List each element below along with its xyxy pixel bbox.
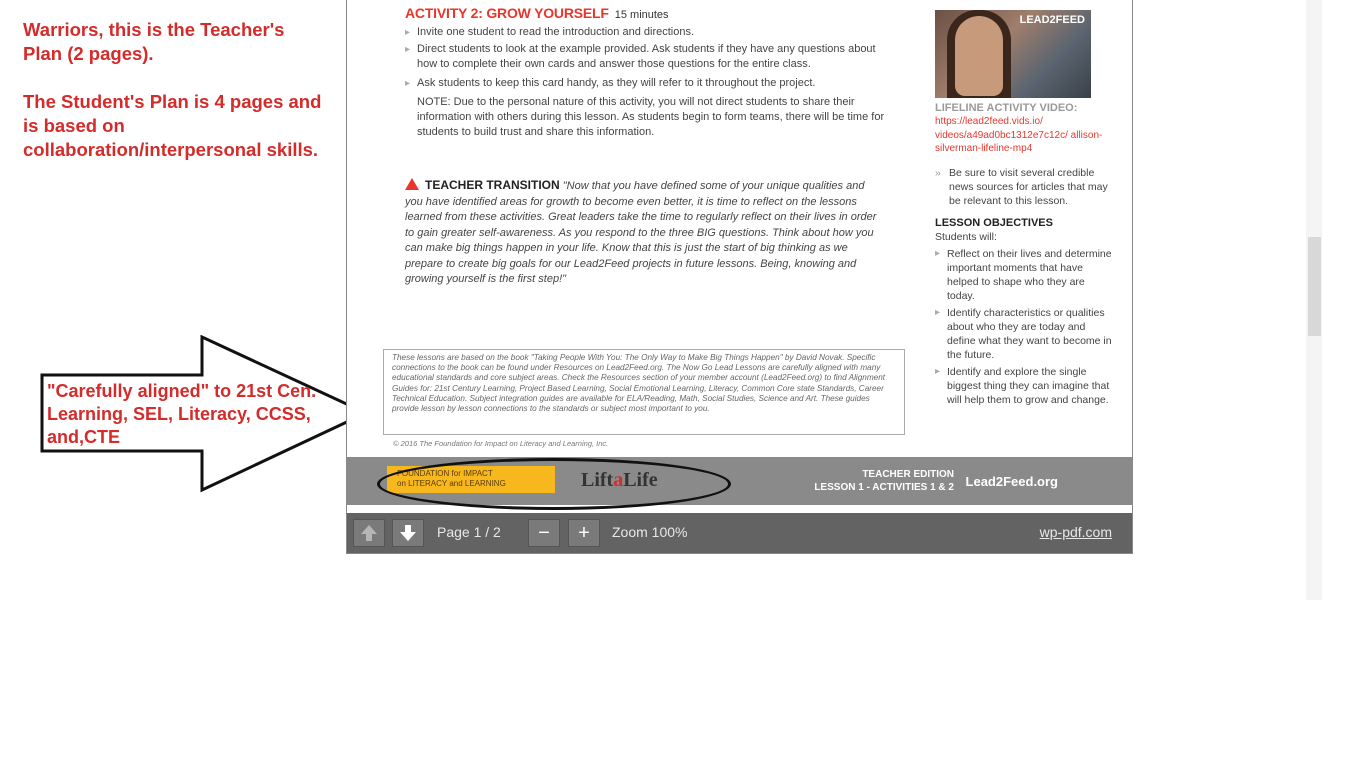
annotation-line-2: The Student's Plan is 4 pages and is based on collaboration/interpersonal skills. xyxy=(23,91,322,160)
warning-icon xyxy=(405,178,419,190)
lift-logo-part: Life xyxy=(623,469,658,491)
activity-bullet: ▸ Direct students to look at the example provided. Ask students if they have any questions about how to complete their own cards and answer those questions for the entire class. xyxy=(405,42,895,72)
activity-duration: 15 minutes xyxy=(614,9,669,21)
zoom-indicator: Zoom 100% xyxy=(612,524,688,540)
zoom-out-button[interactable]: − xyxy=(528,519,560,547)
prev-page-button[interactable] xyxy=(353,519,385,547)
page-indicator: Page 1 / 2 xyxy=(437,524,501,540)
transition-body: "Now that you have defined some of your unique qualities and you have identified areas for growth to become even better, it is time to reflect on the lessons learned from these activities. Great leaders take the time to regularly reflect on their lives in order to gain greater self-awareness. As you respond to the three BIG questions. Think about how you can make big things happen in your life. Know that this is just the start of big thinking as we prepare to create big goals for our Lead2Feed projects in future lessons. Being, knowing and growing yourself is the first step!" xyxy=(405,180,877,285)
pdf-page xyxy=(347,0,1132,515)
objectives-intro: Students will: xyxy=(935,230,997,243)
alignment-box: These lessons are based on the book "Taking People With You: The Only Way to Make Big Things Happen" by David Novak. Specific connections to the book can be found under Resources on Lead2Feed.org. The Now Go Lead Lessons are carefully aligned with many educational standards and core subject areas. Check the Resources section of your member account (Lead2Feed.org) to find Alignment Guides for: 21st Century Learning, Project Based Learning, Social Emotional Learning, Literacy, Common Core state Standards, Career Technical Education. Subject integration guides are available for ELA/Reading, Math, Social Studies, Science and Art. These guides provide lesson by lesson connections to the standards or subject most important to you. xyxy=(383,349,905,435)
objective-item: ▸ Identify characteristics or qualities about who they are today and define what they want to become in the future. xyxy=(935,306,1115,362)
footer-site: Lead2Feed.org xyxy=(965,474,1058,489)
activity-bullet: ▸ Invite one student to read the introduction and directions. xyxy=(405,25,895,40)
next-page-button[interactable] xyxy=(392,519,424,547)
activity-title: ACTIVITY 2: GROW YOURSELF xyxy=(405,5,609,21)
edition-line: LESSON 1 - ACTIVITIES 1 & 2 xyxy=(814,482,954,493)
objectives-title: LESSON OBJECTIVES xyxy=(935,216,1053,229)
top-annotation xyxy=(23,18,323,186)
viewer-toolbar xyxy=(347,513,1132,553)
scrollbar-thumb[interactable] xyxy=(1308,237,1321,336)
sidebar-column xyxy=(935,10,1115,407)
teacher-transition xyxy=(405,177,885,288)
video-thumbnail[interactable] xyxy=(935,10,1091,98)
sidebar-tip: » Be sure to visit several credible news sources for articles that may be relevant to this lesson. xyxy=(935,166,1115,208)
video-logo: LEAD2FEED xyxy=(1019,14,1085,26)
objective-item: ▸ Reflect on their lives and determine important moments that have helped to shape who they are today. xyxy=(935,247,1115,303)
video-link[interactable]: https://lead2feed.vids.io/ videos/a49ad0bc1312e7c12c/ allison-silverman-lifeline-mp4 xyxy=(935,116,1103,154)
edition-line: TEACHER EDITION xyxy=(862,469,954,480)
transition-title: TEACHER TRANSITION xyxy=(425,178,560,192)
foundation-logo-line: FOUNDATION for IMPACT xyxy=(397,469,493,478)
arrow-annotation: "Carefully aligned" to 21st Cen. Learning, SEL, Literacy, CCSS, and,CTE xyxy=(47,381,317,447)
zoom-in-button[interactable]: + xyxy=(568,519,600,547)
foundation-logo-line: on LITERACY and LEARNING xyxy=(397,479,506,488)
copyright: © 2016 The Foundation for Impact on Literacy and Learning, Inc. xyxy=(393,439,609,448)
objective-item: ▸ Identify and explore the single biggest thing they can imagine that will help them to grow and change. xyxy=(935,365,1115,407)
pdf-viewer xyxy=(346,0,1133,554)
activity-note: NOTE: Due to the personal nature of this activity, you will not direct students to share their information with others during this lesson. As students begin to form teams, there will be time for students to build trust and share this information. xyxy=(417,96,885,138)
arrow-up-icon xyxy=(360,524,378,542)
activity-heading xyxy=(405,6,895,23)
activity-section xyxy=(405,6,895,140)
arrow-down-icon xyxy=(399,524,417,542)
lift-logo-part: a xyxy=(613,469,624,491)
annotation-line-1: Warriors, this is the Teacher's Plan (2 pages). xyxy=(23,19,285,64)
lift-logo-part: Lift xyxy=(581,469,614,491)
thumbnail-face-shape xyxy=(955,16,1003,96)
video-label: LIFELINE ACTIVITY VIDEO: xyxy=(935,102,1078,114)
wp-pdf-link[interactable]: wp-pdf.com xyxy=(1039,524,1112,540)
activity-bullet: ▸ Ask students to keep this card handy, as they will refer to it throughout the project. xyxy=(405,76,895,91)
edition-info xyxy=(814,468,954,494)
highlight-oval xyxy=(377,458,731,510)
